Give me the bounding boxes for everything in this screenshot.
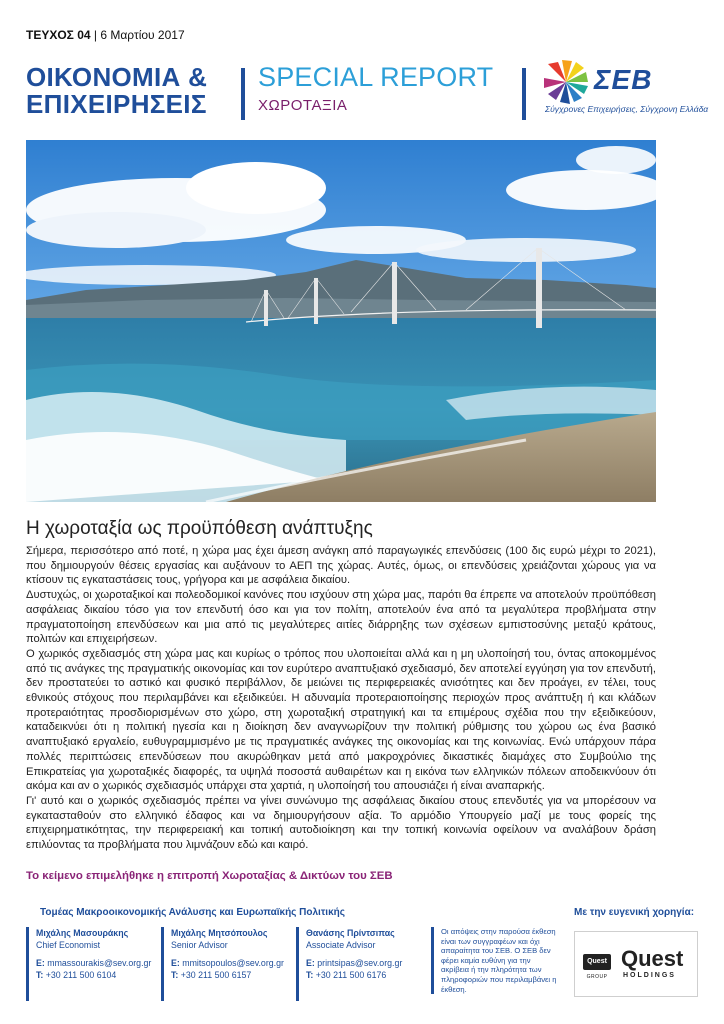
article-body: [26, 544, 656, 853]
logo-word: ΣΕΒ: [594, 64, 653, 95]
publication-title-line1: ΟΙΚΟΝΟΜΙΑ &: [26, 62, 208, 92]
issue-line: [26, 28, 185, 42]
sev-logo-mark-icon: [542, 60, 590, 104]
article-paragraph: Σήμερα, περισσότερο από ποτέ, η χώρα μας έχει άμεση ανάγκη από παραγωγικές επενδύσεις (100 δις ευρώ μέχρι το 2021), που δημιουργούν θέσεις εργασίας και αυξάνουν το ΑΕΠ της χώρας. Αυτές, όμως, οι επενδύσεις χρειάζονται χώρους για να κτίσουν τις εγκαταστάσεις τους, γρήγορα και με ασφάλεια δικαίου.: [26, 545, 656, 587]
contact-phone: +30 211 500 6157: [180, 970, 252, 980]
quest-sub: HOLDINGS: [623, 972, 676, 979]
phone-label: T:: [306, 970, 314, 980]
phone-label: T:: [36, 970, 44, 980]
contact-phone: +30 211 500 6176: [315, 970, 387, 980]
contact-role: Associate Advisor: [306, 940, 376, 950]
issue-separator: |: [90, 28, 101, 42]
footer: [26, 905, 698, 1009]
disclaimer: Οι απόψεις στην παρούσα έκθεση είναι των συγγραφέων και όχι απαραίτητα του ΣΕΒ. Ο ΣΕΒ δεν φέρει καμία ευθύνη για την ακρίβεια ή την πληρότητα των πληροφοριών που περιλαμβάνει η έκθεση.: [431, 927, 559, 994]
email-label: E:: [171, 958, 180, 968]
contact-phone: +30 211 500 6104: [45, 970, 117, 980]
contact-role: Chief Economist: [36, 940, 101, 950]
article-paragraph: Δυστυχώς, οι χωροταξικοί και πολεοδομικοί κανόνες που ισχύουν στη χώρα μας, παρότι θα έπρεπε να αποτελούν προϋπόθεση ασφάλειας δικαίου τόσο για τον επενδυτή όσο και για τον πολίτη, αποτελούν ένα από τα μεγαλύτερα προβλήματα στην πραγματοποίηση επενδύσεων και μια από τις μεγαλύτερες αιτίες διάρρηξης των σχέσεων εμπιστοσύνης μεταξύ κράτους, πολιτών και επιχειρήσεων.: [26, 589, 656, 646]
sponsor-logo: [574, 931, 698, 997]
sev-logo: [542, 60, 709, 120]
phone-label: T:: [171, 970, 179, 980]
bridge-seascape-image: [26, 140, 656, 502]
email-label: E:: [36, 958, 45, 968]
contact-card: [26, 927, 156, 1001]
contact-role: Senior Advisor: [171, 940, 228, 950]
report-topic: ΧΩΡΟΤΑΞΙΑ: [258, 97, 348, 114]
report-title: SPECIAL REPORT: [258, 62, 494, 92]
email-label: E:: [306, 958, 315, 968]
divider: [522, 68, 526, 120]
article-paragraph: Ο χωρικός σχεδιασμός στη χώρα μας και κυρίως ο τρόπος που υλοποιείται αλλά και η μη υλοποίησή του, όντας αποκομμένος από τις ανάγκες της πραγματικής οικονομίας και τον ευρύτερο αναπτυξιακό σχεδιασμό, δεν αποτελεί εγγύηση για τον επενδυτή, δεν προστατεύει το αστικό και φυσικό περιβάλλον, δε μειώνει τις περιφερειακές ανισότητες και δεν προάγει, εν τέλει, τους εθνικούς στόχους που περιλαμβάνει και εξειδικεύει. Η αδυναμία προτεραιοποίησης περιοχών προς ανάπτυξη ή και κλάδων προτεραιότητας προσδιορισμένων στο χώρο, στη χωροταξική στρατηγική και τα επιμέρους σχέδια που την εξειδικεύουν, καταδεικνύει ότι η πολιτική ηγεσία και η διοίκηση δεν αναγνωρίζουν την πολιτική ρύθμισης του χώρου ως ένα βασικό αναπτυξιακό εργαλείο, ευθυγραμμισμένο με τις πραγματικές ανάγκες της οικονομίας και της κοινωνίας. Ενώ υπάρχουν πάρα πολλές περιπτώσεις επενδύσεων που ακυρώθηκαν μετά από μακροχρόνιες δικαστικές διαμάχες στο Συμβούλιο της Επικρατείας για χωροταξικές διαφορές, τα υψηλά ποσοστά αυθαιρέτων και η εικόνα των ελληνικών πόλεων αποδεικνύουν ότι ακόμα και αν ο χωρικός σχεδιασμός υπάρχει στα χαρτιά, η υλοποίησή του απουσιάζει ή είναι αναπαρκής.: [26, 647, 656, 793]
contact-card: [296, 927, 426, 1001]
publication-title-line2: ΕΠΙΧΕΙΡΗΣΕΙΣ: [26, 89, 207, 119]
sponsor-label: Με την ευγενική χορηγία:: [574, 907, 695, 918]
article-paragraph: Γι' αυτό και ο χωρικός σχεδιασμός πρέπει να γίνει συνώνυμο της ασφάλειας δικαίου στους επενδυτές για να μπορέσουν να εγκατασταθούν στο ελληνικό έδαφος και να δημιουργήσουν αξία. Το αρμόδιο Υπουργείο μαζί με τους φορείς της επιχειρηματικότητας, την περιφερειακή και τοπική αυτοδιοίκηση και την τοπική κοινωνία οφείλουν να αναλάβουν δράση επιλύοντας τα προβλήματα που λιμνάζουν εδώ και καιρό.: [26, 794, 656, 852]
contact-email[interactable]: mmitsopoulos@sev.org.gr: [182, 958, 284, 968]
issue-date: 6 Μαρτίου 2017: [100, 28, 185, 42]
cover-photo: [26, 140, 656, 502]
publication-title: [26, 64, 207, 118]
masthead: [26, 60, 709, 120]
quest-group: GROUP: [586, 974, 608, 980]
article-credit: Το κείμενο επιμελήθηκε η επιτροπή Χωροταξίας & Δικτύων του ΣΕΒ: [26, 870, 393, 882]
contact-name: Μιχάλης Μασουράκης: [36, 928, 129, 938]
logo-tagline: Σύγχρονες Επιχειρήσεις, Σύγχρονη Ελλάδα: [545, 104, 709, 114]
quest-word: Quest: [621, 946, 684, 971]
contact-name: Θανάσης Πρίντσιπας: [306, 928, 395, 938]
article-headline: Η χωροταξία ως προϋπόθεση ανάπτυξης: [26, 518, 373, 539]
report-heading: [258, 62, 493, 118]
quest-badge: Quest: [583, 954, 611, 970]
contact-email[interactable]: mmassourakis@sev.org.gr: [47, 958, 152, 968]
issue-number: ΤΕΥΧΟΣ 04: [26, 28, 91, 42]
contact-name: Μιχάλης Μητσόπουλος: [171, 928, 268, 938]
contact-card: [161, 927, 291, 1001]
contact-email[interactable]: printsipas@sev.org.gr: [317, 958, 403, 968]
divider: [241, 68, 245, 120]
department-name: Τομέας Μακροοικονομικής Ανάλυσης και Ευρωπαϊκής Πολιτικής: [40, 907, 345, 918]
